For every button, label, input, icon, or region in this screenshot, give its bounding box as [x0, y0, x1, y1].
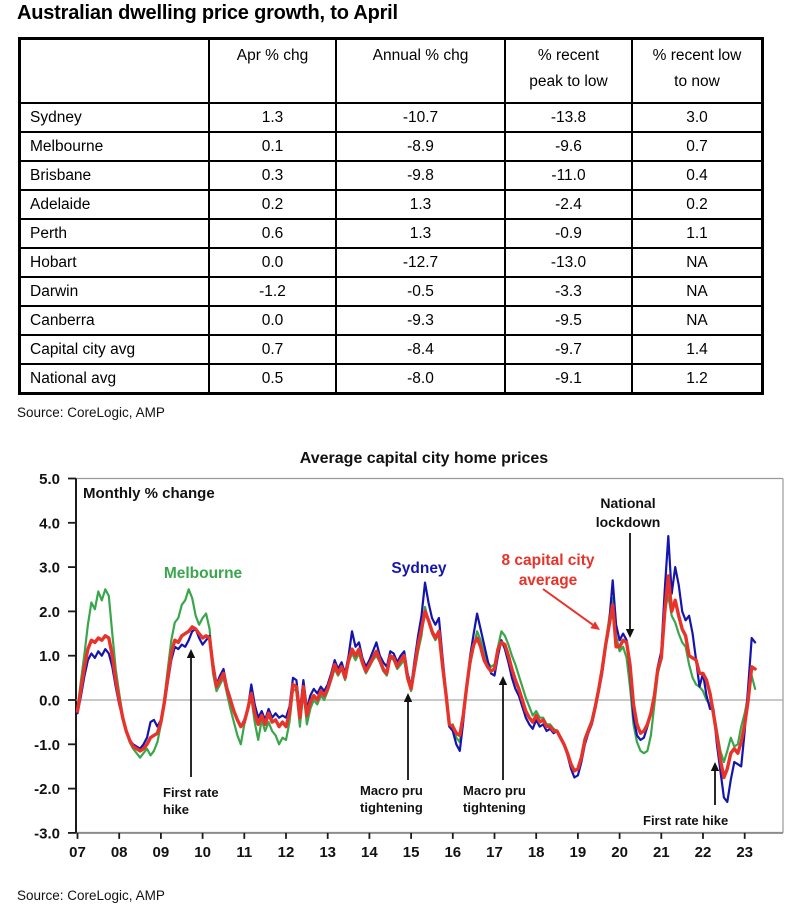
table-value-cell: -9.7	[505, 335, 632, 364]
table-value-cell: -13.0	[505, 248, 632, 277]
annotation-arrow-macro-pru-2017-head	[499, 676, 507, 685]
table-value-cell: -8.9	[336, 132, 505, 161]
row-label-cell: Darwin	[20, 277, 210, 306]
row-label-cell: Hobart	[20, 248, 210, 277]
x-tick-label: 13	[319, 843, 337, 861]
table-header	[20, 39, 763, 104]
table-value-cell: -9.3	[336, 306, 505, 335]
annotation-text-macro-pru-2017: tightening	[463, 800, 526, 815]
series-label-average: average	[518, 572, 578, 589]
x-tick-label: 21	[652, 843, 670, 861]
row-label-cell: National avg	[20, 364, 210, 394]
source-top: Source: CoreLogic, AMP	[17, 405, 165, 420]
table-value-cell: -9.1	[505, 364, 632, 394]
column-header-cell	[632, 39, 763, 104]
y-tick-label: -2.0	[34, 781, 60, 799]
chart-unit-label: Monthly % change	[83, 485, 215, 502]
column-header-line: Annual % chg	[372, 47, 469, 64]
page-title: Australian dwelling price growth, to April	[17, 2, 398, 24]
8-capital-city-average-line	[78, 576, 756, 778]
x-tick-label: 22	[694, 843, 712, 861]
series-label-melbourne: Melbourne	[163, 565, 243, 582]
table-header-row	[20, 39, 763, 104]
table-value-cell: 0.5	[209, 364, 336, 394]
table-value-cell: -9.8	[336, 161, 505, 190]
annotation-text-first-rate-hike-2009: First rate	[163, 785, 219, 800]
x-tick-label: 11	[236, 843, 253, 861]
column-header-line: peak to low	[529, 73, 608, 90]
table-value-cell: 0.3	[209, 161, 336, 190]
row-label-cell: Capital city avg	[20, 335, 210, 364]
x-tick-label: 19	[569, 843, 587, 861]
chart-svg	[0, 436, 796, 888]
row-label-cell: Brisbane	[20, 161, 210, 190]
x-tick-label: 12	[277, 843, 295, 861]
x-tick-label: 15	[402, 843, 420, 861]
table-row	[20, 103, 763, 132]
melbourne-line	[78, 589, 756, 771]
series-label-sydney: Sydney	[391, 560, 447, 577]
y-tick-label: 0.0	[39, 692, 60, 710]
table-value-cell: 3.0	[632, 103, 763, 132]
red-callout-arrow-head	[590, 621, 600, 630]
annotation-arrow-macro-pru-2014-head	[404, 693, 412, 702]
y-tick-label: -1.0	[34, 736, 60, 754]
annotation-text-national-lockdown: National	[600, 495, 656, 511]
x-tick-label: 08	[110, 843, 128, 861]
table-row	[20, 277, 763, 306]
table-value-cell: 1.3	[336, 190, 505, 219]
row-label-cell: Perth	[20, 219, 210, 248]
table-body	[20, 103, 763, 394]
table-value-cell: -1.2	[209, 277, 336, 306]
source-bottom: Source: CoreLogic, AMP	[17, 888, 165, 903]
x-tick-label: 17	[486, 843, 503, 861]
x-tick-label: 16	[444, 843, 462, 861]
table-row	[20, 306, 763, 335]
y-tick-label: 3.0	[39, 559, 60, 577]
table-value-cell: -2.4	[505, 190, 632, 219]
x-tick-label: 23	[736, 843, 754, 861]
annotation-arrow-first-rate-hike-2009-head	[187, 649, 195, 658]
corner-header-cell	[20, 39, 210, 104]
table-value-cell: -8.4	[336, 335, 505, 364]
row-label-cell: Canberra	[20, 306, 210, 335]
x-tick-label: 07	[69, 843, 86, 861]
y-tick-label: -3.0	[34, 825, 60, 843]
series-label-8-capital-city: 8 capital city	[501, 552, 595, 569]
annotation-arrow-national-lockdown-head	[626, 629, 634, 638]
table-value-cell: 1.1	[632, 219, 763, 248]
table-value-cell: 1.3	[336, 219, 505, 248]
x-tick-label: 14	[361, 843, 378, 861]
row-label-cell: Adelaide	[20, 190, 210, 219]
table-value-cell: 0.0	[209, 248, 336, 277]
row-label-cell: Melbourne	[20, 132, 210, 161]
annotation-arrow-first-rate-hike-2022-head	[711, 762, 719, 771]
column-header-cell	[209, 39, 336, 104]
annotation-text-first-rate-hike-2022: First rate hike	[643, 813, 729, 828]
annotation-text-macro-pru-2014: tightening	[360, 800, 423, 815]
table-value-cell: 1.3	[209, 103, 336, 132]
annotation-text-macro-pru-2014: Macro pru	[360, 783, 423, 798]
x-tick-label: 20	[611, 843, 628, 861]
column-header-cell	[505, 39, 632, 104]
table-value-cell: -12.7	[336, 248, 505, 277]
table-value-cell: 0.2	[632, 190, 763, 219]
column-header-line: to now	[674, 73, 720, 90]
table-row	[20, 132, 763, 161]
table-row	[20, 248, 763, 277]
x-tick-label: 18	[527, 843, 545, 861]
table-value-cell: -3.3	[505, 277, 632, 306]
table-value-cell: NA	[632, 306, 763, 335]
x-tick-label: 09	[152, 843, 170, 861]
column-header-line: % recent low	[652, 47, 742, 64]
column-header-line: Apr % chg	[236, 47, 309, 64]
table-value-cell: 0.7	[632, 132, 763, 161]
annotation-text-first-rate-hike-2009: hike	[163, 802, 190, 817]
table-row	[20, 219, 763, 248]
table-value-cell: -0.5	[336, 277, 505, 306]
table-value-cell: -11.0	[505, 161, 632, 190]
y-tick-label: 2.0	[39, 603, 60, 621]
row-label-cell: Sydney	[20, 103, 210, 132]
dwelling-price-table	[18, 37, 764, 395]
table-value-cell: 0.1	[209, 132, 336, 161]
red-callout-arrow-shaft	[543, 589, 593, 625]
table-row	[20, 335, 763, 364]
table-value-cell: NA	[632, 277, 763, 306]
table-row	[20, 161, 763, 190]
column-header-cell	[336, 39, 505, 104]
y-tick-label: 1.0	[39, 648, 60, 666]
table-value-cell: 1.2	[632, 364, 763, 394]
annotation-text-macro-pru-2017: Macro pru	[463, 783, 526, 798]
table-value-cell: 0.0	[209, 306, 336, 335]
table-value-cell: -13.8	[505, 103, 632, 132]
table-value-cell: -0.9	[505, 219, 632, 248]
x-tick-label: 10	[194, 843, 211, 861]
table-value-cell: 0.7	[209, 335, 336, 364]
column-header-line: % recent	[537, 47, 600, 64]
table-value-cell: -10.7	[336, 103, 505, 132]
table-value-cell: 0.4	[632, 161, 763, 190]
table-row	[20, 190, 763, 219]
table-value-cell: 0.2	[209, 190, 336, 219]
annotation-text-national-lockdown: lockdown	[595, 514, 661, 530]
y-tick-label: 4.0	[39, 515, 60, 533]
table-value-cell: 1.4	[632, 335, 763, 364]
table-value-cell: -8.0	[336, 364, 505, 394]
table-value-cell: 0.6	[209, 219, 336, 248]
table-value-cell: -9.6	[505, 132, 632, 161]
table-row	[20, 364, 763, 394]
y-tick-label: 5.0	[39, 471, 60, 488]
chart-title: Average capital city home prices	[299, 450, 549, 467]
table-value-cell: -9.5	[505, 306, 632, 335]
table-value-cell: NA	[632, 248, 763, 277]
